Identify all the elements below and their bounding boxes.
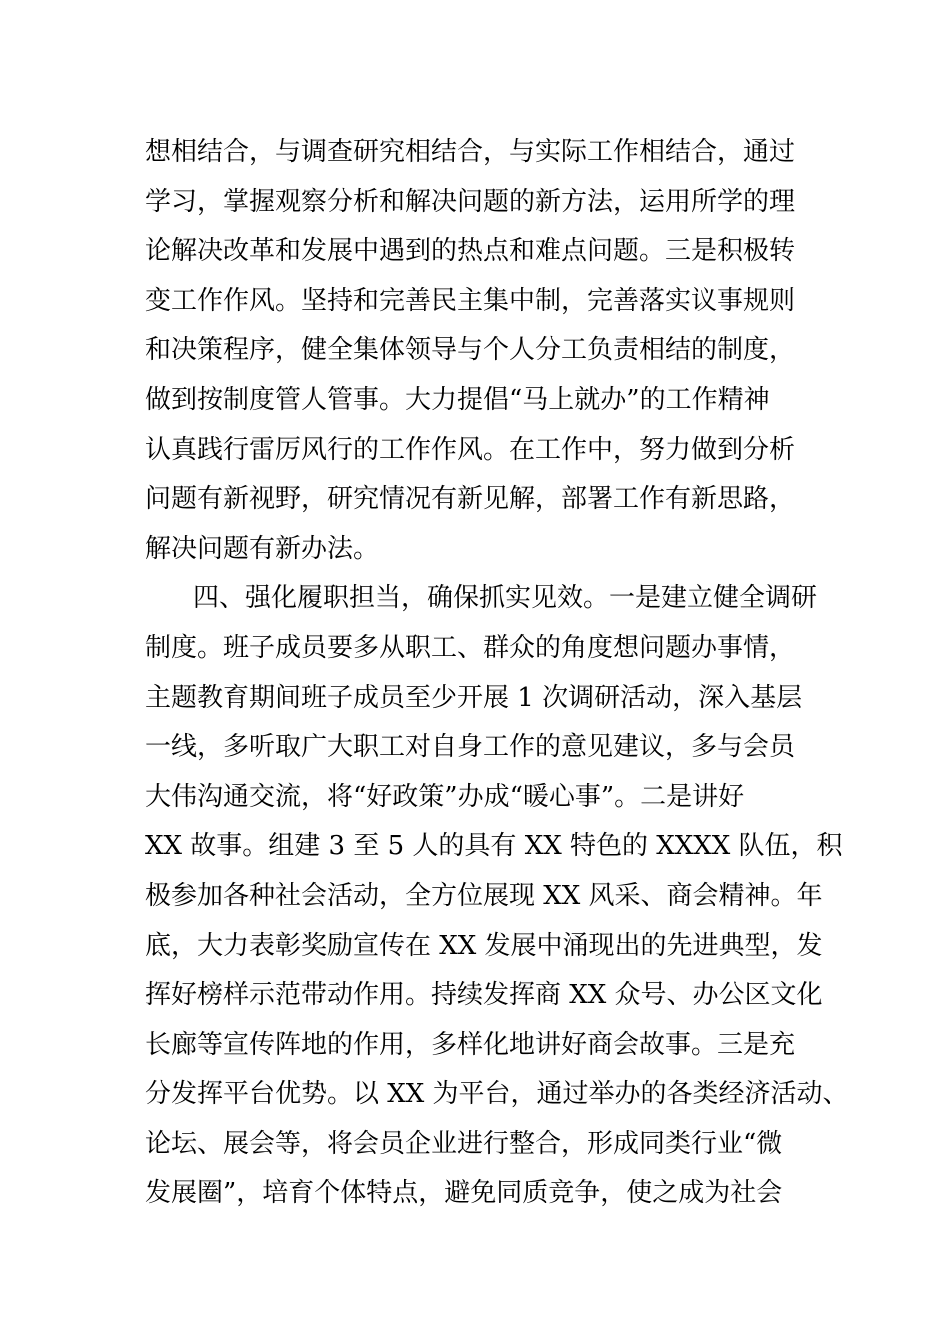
- text-line: 想相结合，与调查研究相结合，与实际工作相结合，通过: [145, 137, 796, 167]
- text-line: XX 故事。组建 3 至 5 人的具有 XX 特色的 XXXX 队伍，积: [145, 831, 843, 862]
- body-text: [145, 128, 849, 1219]
- text-line: 和决策程序，健全集体领导与个人分工负责相结的制度，: [145, 335, 796, 366]
- text-line: 解决问题有新办法。: [145, 533, 380, 564]
- text-line: 大伟沟通交流，将“好政策”办成“暖心事”。二是讲好: [145, 781, 745, 812]
- text-line: 做到按制度管人管事。大力提倡“马上就办”的工作精神: [145, 384, 770, 415]
- text-line: 一线，多听取广大职工对自身工作的意见建议，多与会员: [145, 732, 796, 763]
- text-line: 挥好榜样示范带动作用。持续发挥商 XX 众号、办公区文化: [145, 980, 823, 1011]
- text-line: 主题教育期间班子成员至少开展 1 次调研活动，深入基层: [145, 682, 803, 713]
- paragraph-start-line: 四、强化履职担当，确保抓实见效。一是建立健全调研: [193, 583, 818, 614]
- text-line: 论解决改革和发展中遇到的热点和难点问题。三是积极转: [145, 236, 796, 267]
- text-line: 制度。班子成员要多从职工、群众的角度想问题办事情，: [145, 632, 796, 663]
- text-line: 论坛、展会等，将会员企业进行整合，形成同类行业“微: [145, 1128, 783, 1159]
- text-line: 分发挥平台优势。以 XX 为平台，通过举办的各类经济活动、: [145, 1079, 849, 1110]
- text-line: 长廊等宣传阵地的作用，多样化地讲好商会故事。三是充: [145, 1029, 796, 1060]
- text-line: 底，大力表彰奖励宣传在 XX 发展中涌现出的先进典型，发: [145, 930, 823, 961]
- text-line: 学习，掌握观察分析和解决问题的新方法，运用所学的理: [145, 186, 796, 217]
- text-line: 极参加各种社会活动，全方位展现 XX 风采、商会精神。年: [145, 880, 823, 911]
- text-line: 问题有新视野，研究情况有新见解，部署工作有新思路，: [145, 484, 796, 515]
- text-line: 变工作作风。坚持和完善民主集中制，完善落实议事规则: [145, 285, 796, 316]
- text-line: 发展圈”，培育个体特点，避免同质竞争，使之成为社会: [145, 1178, 783, 1209]
- text-line: 认真践行雷厉风行的工作作风。在工作中，努力做到分析: [145, 434, 796, 465]
